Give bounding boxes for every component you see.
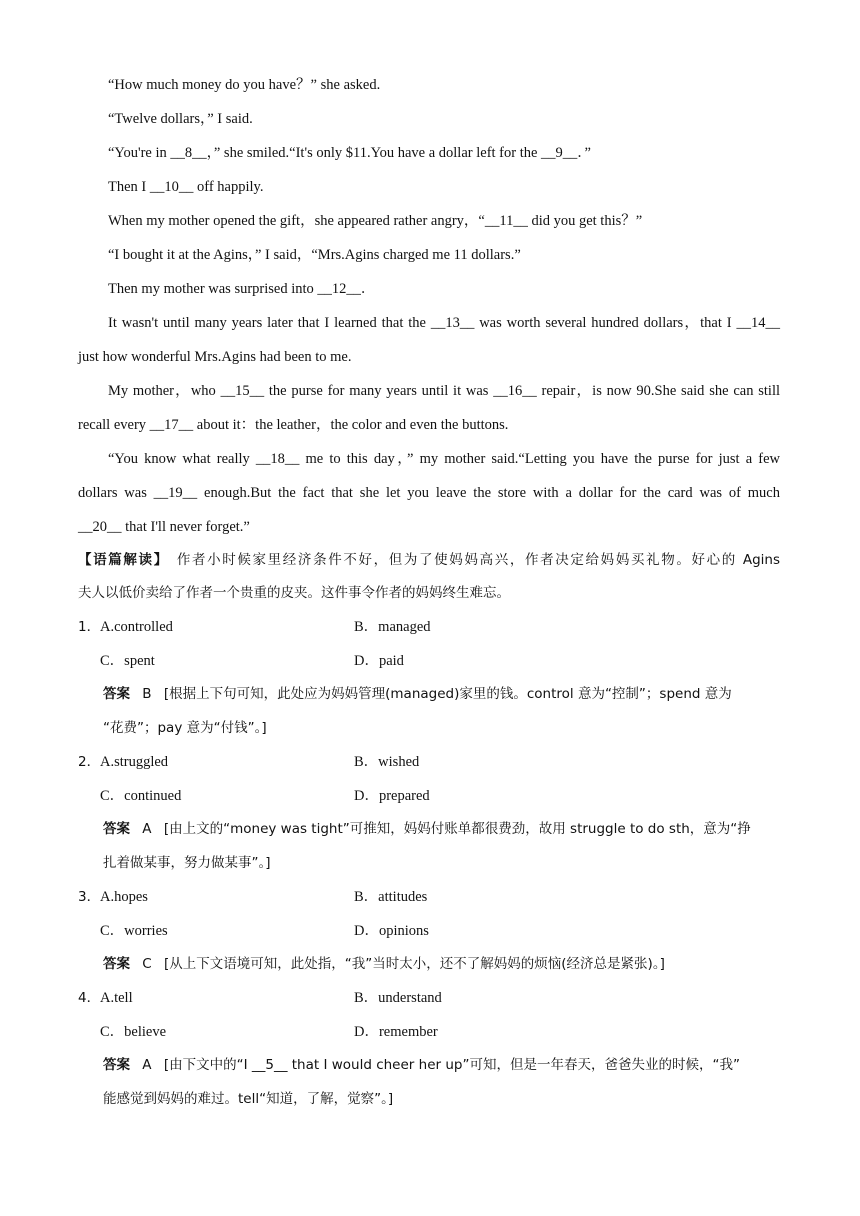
option-a: A.hopes: [100, 889, 148, 905]
answer-label: 答案: [103, 1057, 130, 1073]
question-number: 4．: [78, 990, 101, 1006]
option-d: D．prepared: [354, 788, 430, 804]
passage-line: My mother，who __15__ the purse for many years until it was __16__ repair，is now 90.She said she can still: [108, 383, 780, 399]
option-c: C．spent: [100, 653, 155, 669]
answer-line: [103, 685, 780, 703]
reading-label: 【语篇解读】: [78, 552, 169, 568]
passage-line: __20__ that I'll never forget.”: [78, 519, 250, 535]
passage-line: “I bought it at the Agins，” I said，“Mrs.Agins charged me 11 dollars.”: [108, 247, 521, 263]
question-number: 2．: [78, 754, 101, 770]
answer-explanation: [由下文中的“I __5__ that I would cheer her up”可知，但是一年春天，爸爸失业的时候，“我”: [163, 1057, 740, 1073]
answer-explanation-cont: “花费”；pay 意为“付钱”。]: [103, 720, 267, 736]
answer-explanation-cont: 能感觉到妈妈的难过。tell“知道，了解，觉察”。]: [103, 1091, 394, 1107]
passage-line: just how wonderful Mrs.Agins had been to me.: [78, 349, 352, 365]
passage-line: “How much money do you have？” she asked.: [108, 77, 381, 93]
option-d: D．remember: [354, 1024, 438, 1040]
answer-letter: B: [142, 686, 152, 702]
option-b: B．understand: [354, 990, 442, 1006]
answer-letter: C: [142, 956, 152, 972]
option-d: D．opinions: [354, 923, 429, 939]
answer-explanation: [根据上下句可知，此处应为妈妈管理(managed)家里的钱。control 意为“控制”；spend 意为: [163, 686, 732, 702]
option-a: A.controlled: [100, 619, 173, 635]
reading-text: 作者小时候家里经济条件不好，但为了使妈妈高兴，作者决定给妈妈买礼物。好心的 Agins: [176, 552, 780, 568]
option-d: D．paid: [354, 653, 404, 669]
passage-line: dollars was __19__ enough.But the fact that she let you leave the store with a dollar for the card was of much: [78, 485, 780, 501]
answer-letter: A: [142, 1057, 152, 1073]
option-b: B．managed: [354, 619, 431, 635]
question-number: 3．: [78, 889, 101, 905]
passage-line: “You know what really __18__ me to this day，” my mother said.“Letting you have the purse for just a few: [108, 451, 780, 467]
answer-explanation: [由上文的“money was tight”可推知，妈妈付账单都很费劲，故用 struggle to do sth，意为“挣: [163, 821, 751, 837]
reading-note-cont: 夫人以低价卖给了作者一个贵重的皮夹。这件事令作者的妈妈终生难忘。: [78, 585, 510, 601]
answer-label: 答案: [103, 956, 130, 972]
answer-line: [103, 955, 665, 973]
option-c: C．believe: [100, 1024, 167, 1040]
option-b: B．attitudes: [354, 889, 428, 905]
answer-label: 答案: [103, 686, 130, 702]
option-a: A.tell: [100, 990, 133, 1006]
answer-explanation: [从上下文语境可知，此处指，“我”当时太小，还不了解妈妈的烦恼(经济总是紧张)。]: [164, 956, 665, 972]
passage-line: Then my mother was surprised into __12__．: [108, 281, 376, 297]
answer-letter: A: [142, 821, 152, 837]
option-c: C．worries: [100, 923, 168, 939]
passage-line: Then I __10__ off happily.: [108, 179, 264, 195]
option-b: B．wished: [354, 754, 420, 770]
answer-label: 答案: [103, 821, 130, 837]
passage-line: It wasn't until many years later that I learned that the __13__ was worth several hundred dollars，that I __14__: [108, 315, 780, 331]
answer-line: [103, 820, 780, 838]
option-c: C．continued: [100, 788, 182, 804]
passage-line: “You're in __8__，” she smiled.“It's only $11.You have a dollar left for the __9__．”: [108, 145, 591, 161]
answer-explanation-cont: 扎着做某事，努力做某事”。]: [103, 855, 271, 871]
reading-note: [78, 551, 780, 569]
answer-line: [103, 1056, 780, 1074]
option-a: A.struggled: [100, 754, 169, 770]
question-number: 1．: [78, 619, 101, 635]
passage-line: When my mother opened the gift，she appeared rather angry，“__11__ did you get this？”: [108, 213, 643, 229]
passage-line: recall every __17__ about it：the leather，the color and even the buttons.: [78, 417, 509, 433]
passage-line: “Twelve dollars，” I said.: [108, 111, 253, 127]
